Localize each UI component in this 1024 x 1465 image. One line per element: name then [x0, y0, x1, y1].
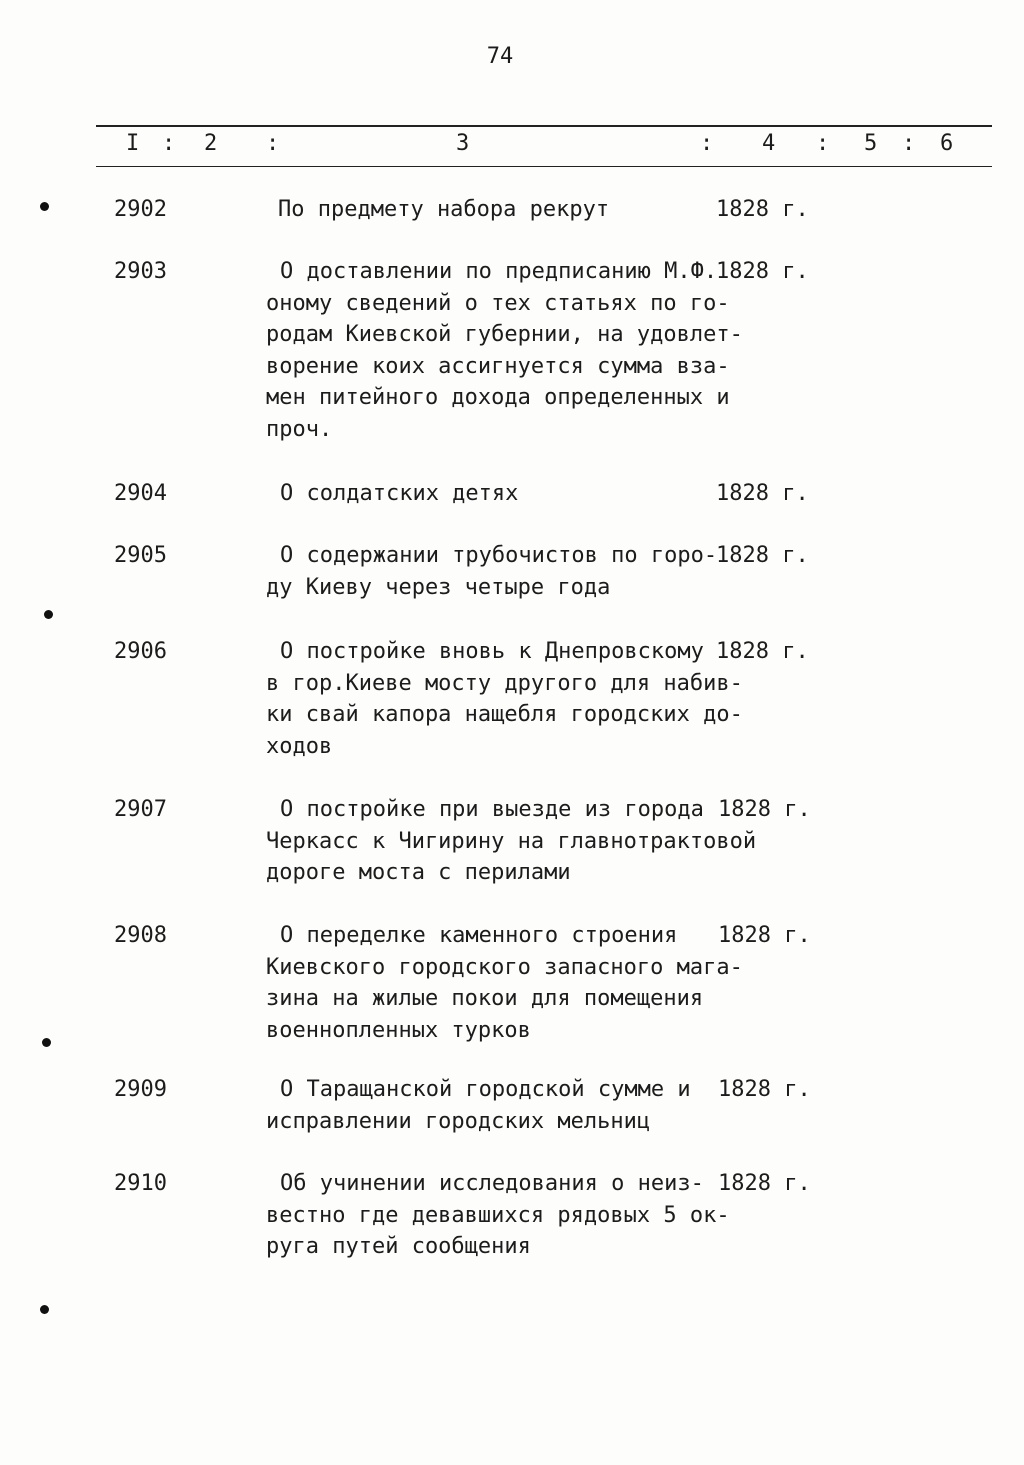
record-title-line: О солдатских детях — [280, 481, 519, 506]
binding-hole-mark — [42, 1038, 51, 1047]
record-title-line: О постройке при выезде из города — [280, 797, 704, 822]
record-title-line: ду Киеву через четыре года — [266, 574, 611, 600]
record-title — [266, 1074, 716, 1137]
record-title-line: ворение коих ассигнуется сумма вза- — [266, 353, 730, 379]
record-title-line: вестно где девавшихся рядовых 5 ок- — [266, 1202, 730, 1228]
record-year: 1828 г. — [718, 797, 811, 822]
record-title-line: О Таращанской городской сумме и — [280, 1077, 691, 1102]
column-header-6: 6 — [940, 131, 954, 156]
record-number: 2908 — [114, 923, 167, 948]
column-header-row — [0, 131, 1024, 161]
column-separator: : — [266, 131, 280, 156]
column-separator: : — [902, 131, 916, 156]
record-year: 1828 г. — [718, 923, 811, 948]
record-title-line: Киевского городского запасного мага- — [266, 954, 743, 980]
record-year: 1828 г. — [716, 481, 809, 506]
column-separator: : — [816, 131, 830, 156]
column-separator: : — [700, 131, 714, 156]
binding-hole-mark — [44, 610, 53, 619]
record-year: 1828 г. — [716, 543, 809, 568]
record-title — [266, 540, 716, 603]
record-number: 2905 — [114, 543, 167, 568]
column-header-5: 5 — [864, 131, 878, 156]
record-title-line: О переделке каменного строения — [280, 923, 678, 948]
record-title-line: родам Киевской губернии, на удовлет- — [266, 322, 743, 347]
record-number: 2904 — [114, 481, 167, 506]
record-title — [266, 794, 757, 889]
record-number: 2907 — [114, 797, 167, 822]
record-title-line: По предмету набора рекрут — [278, 197, 610, 222]
column-header-4: 4 — [762, 131, 776, 156]
record-year: 1828 г. — [716, 259, 809, 284]
record-number: 2902 — [114, 197, 167, 222]
record-title-line: мен питейного дохода определенных и — [266, 385, 730, 410]
record-title-line: ходов — [266, 733, 333, 759]
record-title-line: в гор.Киеве мосту другого для набив- — [266, 670, 743, 696]
record-title — [266, 636, 743, 762]
record-number: 2906 — [114, 639, 167, 664]
record-title-line: ки свай капора нащебля городских до- — [266, 702, 743, 727]
record-title-line: Черкасс к Чигирину на главнотрактовой — [266, 828, 757, 854]
record-number: 2903 — [114, 259, 167, 284]
record-title — [266, 256, 743, 445]
record-title — [278, 194, 728, 226]
column-header-1: I — [126, 131, 140, 156]
column-header-3: 3 — [456, 131, 470, 156]
header-top-rule — [96, 125, 992, 127]
record-number: 2909 — [114, 1077, 167, 1102]
record-title-line: проч. — [266, 416, 333, 442]
record-year: 1828 г. — [716, 197, 809, 222]
binding-hole-mark — [40, 202, 49, 211]
record-title — [280, 478, 730, 510]
record-title-line: руга путей сообщения — [266, 1234, 531, 1259]
record-year: 1828 г. — [718, 1171, 811, 1196]
record-title-line: зина на жилые покои для помещения — [266, 986, 704, 1011]
binding-hole-mark — [40, 1305, 49, 1314]
header-bottom-rule — [96, 166, 992, 167]
record-title-line: Об учинении исследования о неиз- — [280, 1171, 704, 1196]
page-number: 74 — [486, 44, 514, 69]
record-title-line: военнопленных турков — [266, 1017, 531, 1043]
record-title-line: О содержании трубочистов по горо- — [280, 543, 718, 568]
record-title — [266, 920, 743, 1046]
record-title-line: исправлении городских мельниц — [266, 1108, 651, 1134]
record-title-line: О постройке вновь к Днепровскому — [280, 639, 704, 664]
column-header-2: 2 — [204, 131, 218, 156]
record-title — [266, 1168, 730, 1263]
column-separator: : — [162, 131, 176, 156]
record-title-line: оному сведений о тех статьях по го- — [266, 290, 730, 316]
record-year: 1828 г. — [718, 1077, 811, 1102]
record-title-line: дороге моста с перилами — [266, 860, 571, 885]
record-year: 1828 г. — [716, 639, 809, 664]
record-title-line: О доставлении по предписанию М.Ф. — [280, 259, 718, 284]
record-number: 2910 — [114, 1171, 167, 1196]
